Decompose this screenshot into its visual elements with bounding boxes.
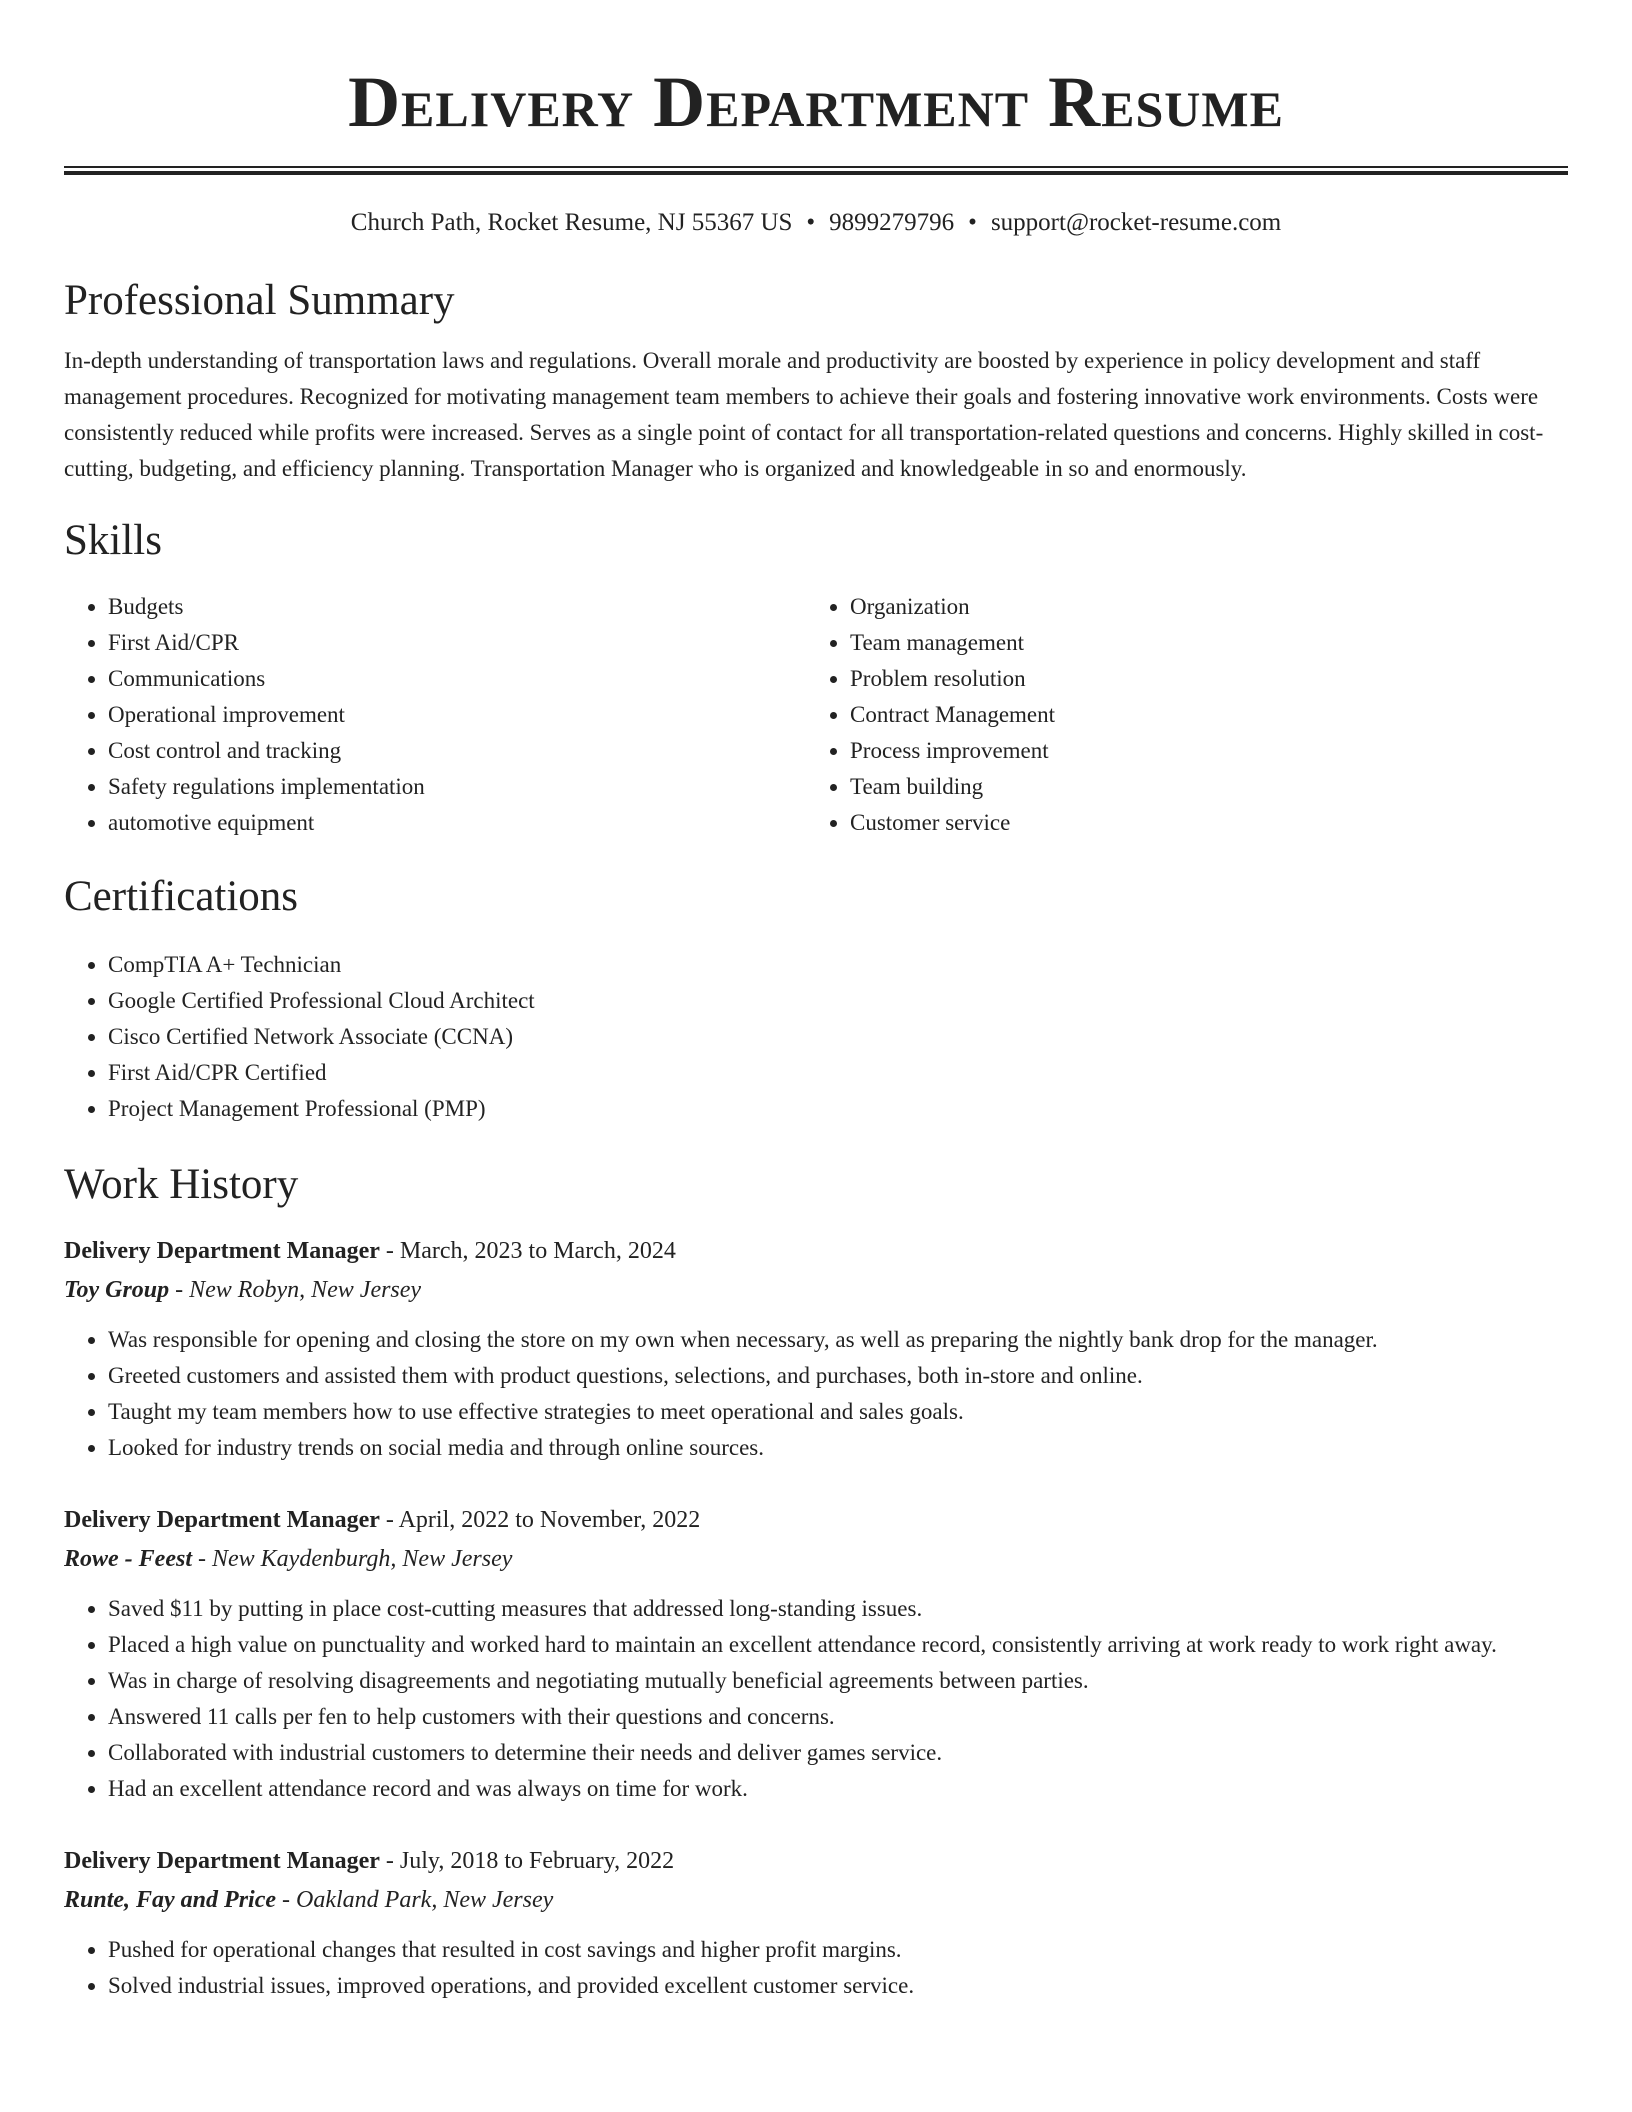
skill-item: • Budgets — [108, 589, 806, 625]
job-duty: • Had an excellent attendance record and was always on time for work. — [108, 1771, 1568, 1807]
skill-item: • Problem resolution — [850, 661, 1548, 697]
job-entry — [64, 1843, 1568, 2004]
skill-item: • Customer service — [850, 805, 1548, 841]
job-duty: • Collaborated with industrial customers to determine their needs and deliver games service. — [108, 1735, 1568, 1771]
skills-heading: Skills — [64, 517, 162, 564]
skill-item: • First Aid/CPR — [108, 625, 806, 661]
resume-title: Delivery Department Resume — [348, 62, 1284, 142]
contact-address: Church Path, Rocket Resume, NJ 55367 US — [350, 209, 793, 236]
job-dates: July, 2018 to February, 2022 — [399, 1848, 675, 1874]
job-dash: - — [175, 1277, 184, 1303]
skills-column-left — [64, 589, 806, 841]
job-header — [64, 1502, 1568, 1541]
summary-text: In-depth understanding of transportation laws and regulations. Overall morale and productivity are boosted by experience in policy development and staff management procedures. Recognized for motivating management team members to achieve their goals and fostering innovative work environments. Costs were consistently reduced while profits were increased. Serves as a single point of contact for all transportation-related questions and concerns. Highly skilled in cost-cutting, budgeting, and efficiency planning. Transportation Manager who is organized and knowledgeable in so and enormously. — [64, 348, 1544, 481]
job-dash: - — [385, 1848, 394, 1874]
job-header — [64, 1843, 1568, 1882]
contact-email: support@rocket-resume.com — [990, 209, 1282, 236]
company-name: Runte, Fay and Price — [64, 1887, 277, 1913]
job-duty: • Was responsible for opening and closing the store on my own when necessary, as well as preparing the nightly bank drop for the manager. — [108, 1322, 1568, 1358]
skill-item: • Operational improvement — [108, 697, 806, 733]
company-location: Oakland Park, New Jersey — [296, 1887, 554, 1913]
certification-item: • Google Certified Professional Cloud Architect — [108, 983, 1568, 1019]
skill-item: • Safety regulations implementation — [108, 769, 806, 805]
skill-item: • Contract Management — [850, 697, 1548, 733]
job-title: Delivery Department Manager — [64, 1507, 380, 1533]
job-dates: March, 2023 to March, 2024 — [399, 1238, 676, 1264]
work-history-heading: Work History — [64, 1161, 299, 1208]
skills-column-right — [806, 589, 1548, 841]
job-dash: - — [385, 1507, 394, 1533]
job-duty: • Saved $11 by putting in place cost-cutting measures that addressed long-standing issues. — [108, 1591, 1568, 1627]
job-duty: • Was in charge of resolving disagreements and negotiating mutually beneficial agreements between parties. — [108, 1663, 1568, 1699]
certifications-heading: Certifications — [64, 873, 299, 920]
company-name: Rowe - Feest — [64, 1546, 192, 1572]
job-dates: April, 2022 to November, 2022 — [398, 1507, 701, 1533]
job-header — [64, 1233, 1568, 1272]
job-duties-list — [64, 1591, 1568, 1807]
job-duty: • Placed a high value on punctuality and worked hard to maintain an excellent attendance record, consistently arriving at work ready to work right away. — [108, 1627, 1568, 1663]
skill-item: • Team management — [850, 625, 1548, 661]
contact-line — [64, 207, 1568, 239]
skill-item: • Team building — [850, 769, 1548, 805]
certification-item: • CompTIA A+ Technician — [108, 947, 1568, 983]
company-name: Toy Group — [64, 1277, 170, 1303]
skill-item: • automotive equipment — [108, 805, 806, 841]
job-title: Delivery Department Manager — [64, 1848, 380, 1874]
certification-item: • First Aid/CPR Certified — [108, 1055, 1568, 1091]
job-duties-list — [64, 1932, 1568, 2004]
certification-item: • Cisco Certified Network Associate (CCNA) — [108, 1019, 1568, 1055]
contact-separator: • — [806, 209, 816, 236]
job-duties-list — [64, 1322, 1568, 1466]
job-dash: - — [385, 1238, 394, 1264]
contact-separator: • — [968, 209, 977, 236]
job-duty: • Solved industrial issues, improved operations, and provided excellent customer service. — [108, 1968, 1568, 2004]
job-duty: • Greeted customers and assisted them with product questions, selections, and purchases, both in-store and online. — [108, 1358, 1568, 1394]
summary-heading: Professional Summary — [64, 277, 455, 324]
contact-phone: 9899279796 — [829, 209, 955, 236]
job-dash: - — [197, 1546, 206, 1572]
title-divider — [64, 166, 1568, 175]
skill-item: • Organization — [850, 589, 1548, 625]
certification-item: • Project Management Professional (PMP) — [108, 1091, 1568, 1127]
job-entry — [64, 1502, 1568, 1807]
job-company-line — [64, 1882, 1568, 1922]
job-company-line — [64, 1272, 1568, 1312]
skill-item: • Process improvement — [850, 733, 1548, 769]
job-duty: • Looked for industry trends on social media and through online sources. — [108, 1430, 1568, 1466]
skills-list-right — [806, 589, 1548, 841]
job-duty: • Pushed for operational changes that resulted in cost savings and higher profit margins. — [108, 1932, 1568, 1968]
skill-item: • Communications — [108, 661, 806, 697]
job-company-line — [64, 1541, 1568, 1581]
job-duty: • Taught my team members how to use effective strategies to meet operational and sales goals. — [108, 1394, 1568, 1430]
skills-list-left — [64, 589, 806, 841]
job-duty: • Answered 11 calls per fen to help customers with their questions and concerns. — [108, 1699, 1568, 1735]
skill-item: • Cost control and tracking — [108, 733, 806, 769]
certifications-list — [64, 947, 1568, 1127]
job-title: Delivery Department Manager — [64, 1238, 380, 1264]
company-location: New Robyn, New Jersey — [189, 1277, 422, 1303]
job-dash: - — [282, 1887, 291, 1913]
skills-grid — [64, 589, 1568, 841]
job-entry — [64, 1233, 1568, 1466]
company-location: New Kaydenburgh, New Jersey — [211, 1546, 513, 1572]
